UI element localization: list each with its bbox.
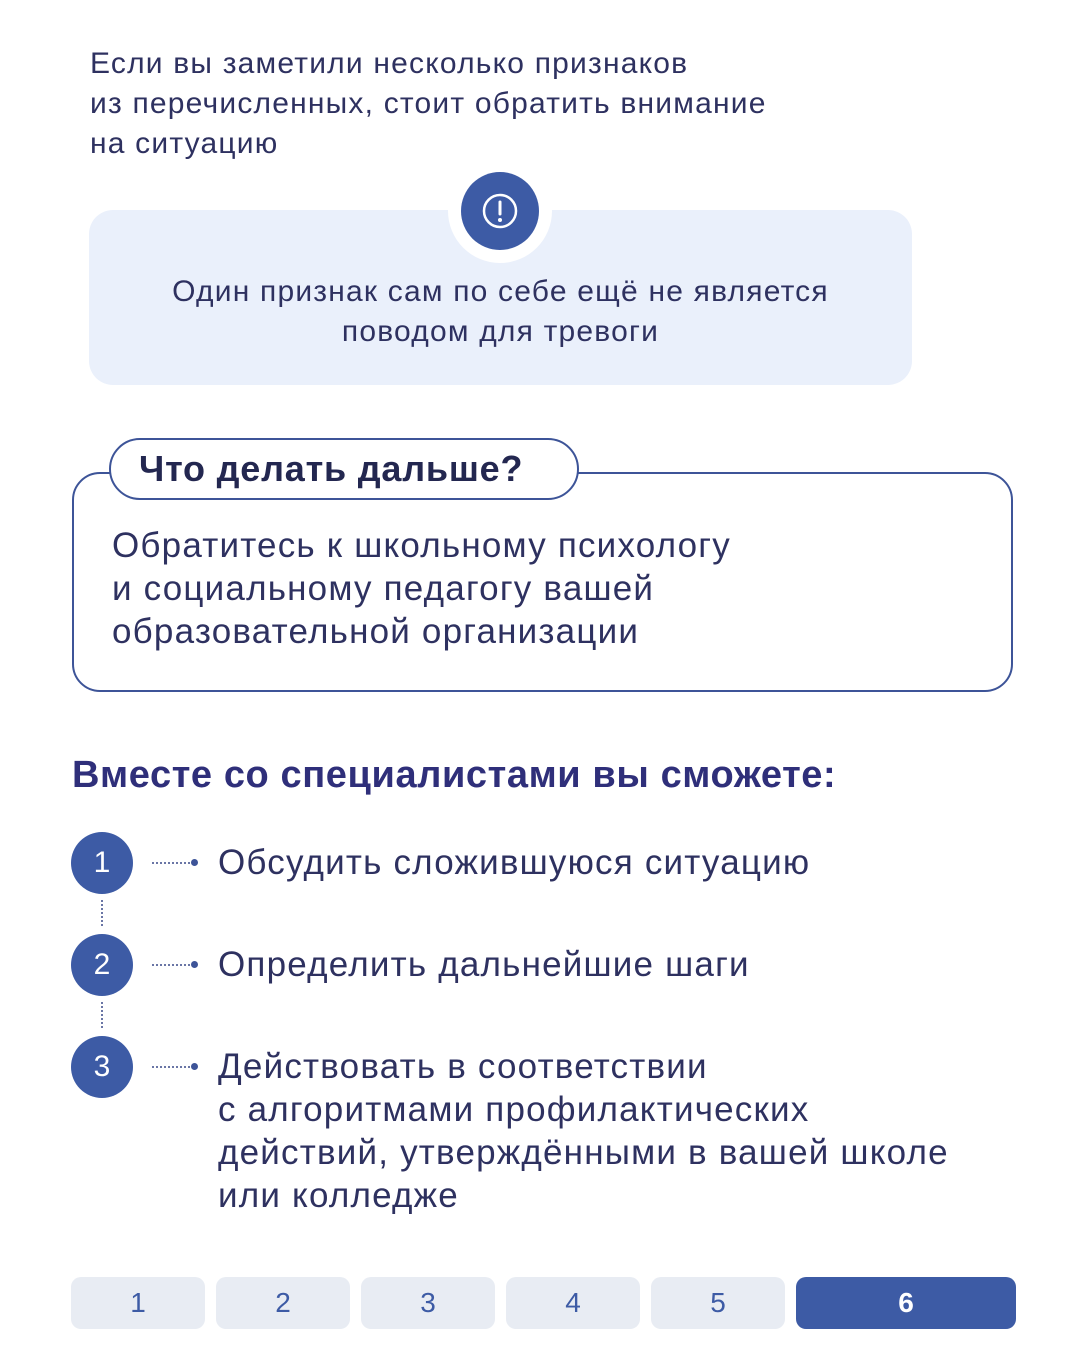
step-vertical-connector xyxy=(101,1002,105,1028)
intro-line: на ситуацию xyxy=(90,127,279,160)
page-button-1[interactable]: 1 xyxy=(71,1277,205,1329)
step-text xyxy=(218,943,1018,986)
step-line: Определить дальнейшие шаги xyxy=(218,945,750,984)
step-line: с алгоритмами профилактических xyxy=(218,1090,810,1129)
note-line: поводом для тревоги xyxy=(341,315,660,348)
page-button-4[interactable]: 4 xyxy=(506,1277,640,1329)
step-text xyxy=(218,1045,1018,1217)
exclamation-circle-icon xyxy=(461,172,539,250)
page-button-5[interactable]: 5 xyxy=(651,1277,785,1329)
step-line: Действовать в соответствии xyxy=(218,1047,708,1086)
step-number-badge: 2 xyxy=(71,934,133,996)
page-button-2[interactable]: 2 xyxy=(216,1277,350,1329)
intro-line: из перечисленных, стоит обратить внимание xyxy=(90,87,767,120)
step-connector xyxy=(152,1063,198,1071)
intro-text xyxy=(90,44,890,164)
next-steps-text xyxy=(112,524,972,653)
next-steps-title: Что делать дальше? xyxy=(139,448,524,489)
warning-note-text xyxy=(89,272,912,352)
step-number-badge: 1 xyxy=(71,832,133,894)
steps-heading: Вместе со специалистами вы сможете: xyxy=(72,754,837,796)
step-number-badge: 3 xyxy=(71,1036,133,1098)
next-steps-title-pill xyxy=(109,438,579,500)
step-line: Обсудить сложившуюся ситуацию xyxy=(218,843,811,882)
step-line: действий, утверждёнными в вашей школе xyxy=(218,1133,949,1172)
intro-line: Если вы заметили несколько признаков xyxy=(90,47,689,80)
action-line: и социальному педагогу вашей xyxy=(112,569,655,608)
pagination xyxy=(71,1277,1013,1329)
note-line: Один признак сам по себе ещё не является xyxy=(172,275,829,308)
page-button-6-active[interactable]: 6 xyxy=(796,1277,1016,1329)
step-vertical-connector xyxy=(101,900,105,926)
page-button-3[interactable]: 3 xyxy=(361,1277,495,1329)
step-connector xyxy=(152,859,198,867)
step-text xyxy=(218,841,1018,884)
step-connector xyxy=(152,961,198,969)
action-line: образовательной организации xyxy=(112,612,640,651)
action-line: Обратитесь к школьному психологу xyxy=(112,526,731,565)
step-line: или колледже xyxy=(218,1176,459,1215)
